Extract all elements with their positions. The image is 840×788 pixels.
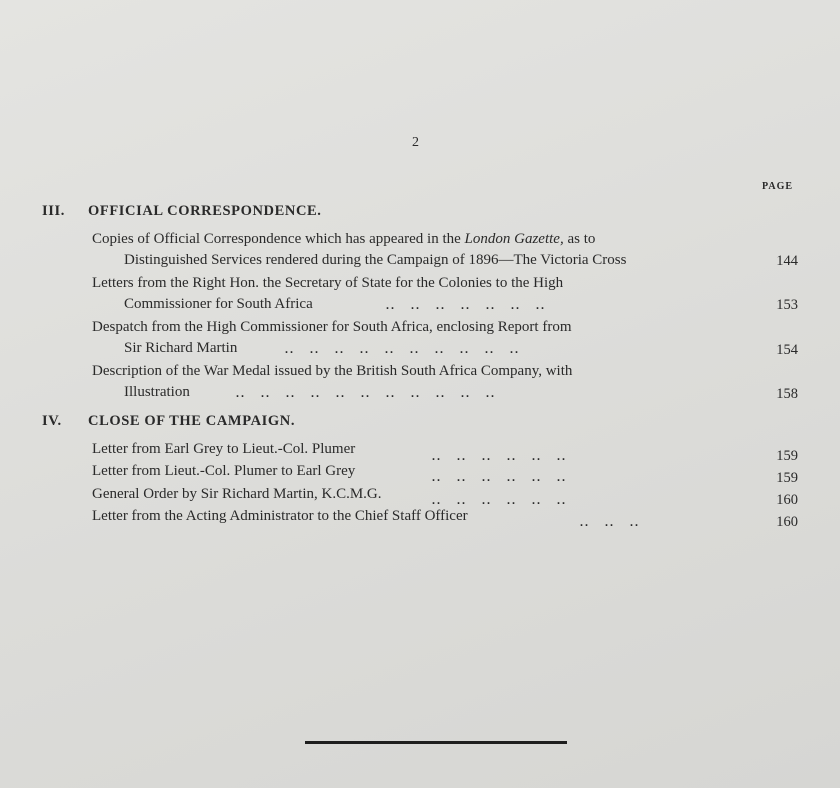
leader-dots: .. .. .. .. .. .. ..: [386, 298, 546, 312]
entry-page: 154: [776, 342, 798, 358]
toc-entry: General Order by Sir Richard Martin, K.C.M.G.: [92, 486, 382, 502]
leader-dots: .. .. .. .. .. ..: [432, 470, 567, 484]
page-column-label: PAGE: [762, 181, 794, 192]
entry-continuation: Distinguished Services rendered during the Campaign of 1896—The Victoria Cross: [124, 252, 627, 268]
leader-dots: .. .. ..: [580, 515, 640, 529]
entry-continuation: Illustration: [124, 384, 190, 400]
section-number: IV.: [42, 413, 62, 429]
toc-entry: Letter from Earl Grey to Lieut.-Col. Plumer: [92, 441, 356, 457]
page-number: 2: [412, 135, 419, 150]
toc-entry: [92, 229, 698, 271]
leader-dots: .. .. .. .. .. .. .. .. .. .. ..: [236, 386, 496, 400]
entry-continuation: Commissioner for South Africa: [124, 296, 313, 312]
entry-page: 160: [776, 492, 798, 508]
toc-entry: Letter from the Acting Administrator to the Chief Staff Officer: [92, 508, 468, 524]
entry-italic-text: London Gazette,: [464, 231, 564, 247]
entry-text: Despatch from the High Commissioner for South Africa, enclosing Report from: [92, 319, 572, 335]
leader-dots: .. .. .. .. .. ..: [432, 493, 567, 507]
entry-text: as to: [563, 231, 596, 247]
section-heading: [42, 413, 295, 430]
closing-rule: [305, 741, 567, 744]
entry-text: Letters from the Right Hon. the Secretary of State for the Colonies to the High: [92, 275, 564, 291]
section-title: OFFICIAL CORRESPONDENCE.: [88, 203, 322, 219]
entry-page: 159: [776, 470, 798, 486]
entry-page: 160: [776, 514, 798, 530]
entry-text: Description of the War Medal issued by the British South Africa Company, with: [92, 363, 573, 379]
section-heading: [42, 203, 322, 220]
entry-page: 158: [776, 386, 798, 402]
entry-page: 144: [776, 253, 798, 269]
leader-dots: .. .. .. .. .. .. .. .. .. ..: [285, 342, 520, 356]
entry-page: 153: [776, 297, 798, 313]
toc-entry: Letter from Lieut.-Col. Plumer to Earl Grey: [92, 463, 356, 479]
entry-text: Copies of Official Correspondence which has appeared in the: [92, 231, 465, 247]
section-title: CLOSE OF THE CAMPAIGN.: [88, 413, 296, 429]
entry-page: 159: [776, 448, 798, 464]
leader-dots: .. .. .. .. .. ..: [432, 449, 567, 463]
entry-continuation: Sir Richard Martin: [124, 340, 238, 356]
section-number: III.: [42, 203, 65, 219]
